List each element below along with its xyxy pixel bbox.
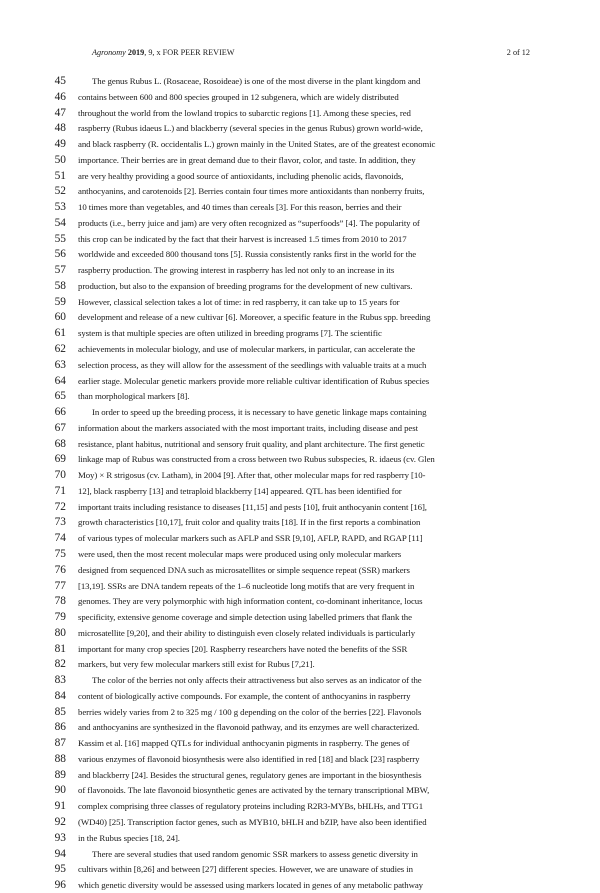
line-text: linkage map of Rubus was constructed from a cross between two Rubus subspecies, R. idaeus (cv. Glen [78, 454, 435, 465]
line-number: 62 [54, 343, 66, 356]
text-line [0, 294, 600, 310]
line-text: production, but also to the expansion of breeding programs for the development of new cultivars. [78, 280, 413, 291]
text-line [0, 278, 600, 294]
line-text: However, classical selection takes a lot of time: in red raspberry, it can take up to 15 years for [78, 296, 400, 307]
line-number: 78 [54, 595, 66, 608]
line-number: 85 [54, 705, 66, 718]
line-number: 74 [54, 532, 66, 545]
line-number: 57 [54, 264, 66, 277]
text-line [0, 641, 600, 657]
line-number: 81 [54, 642, 66, 655]
text-line [0, 814, 600, 830]
line-text: are very healthy providing a good source of antioxidants, including phenolic acids, flavonoids, [78, 170, 404, 181]
journal-name: Agronomy [92, 48, 126, 57]
line-number: 48 [54, 122, 66, 135]
running-header-left [92, 48, 235, 58]
text-line [0, 798, 600, 814]
journal-year: 2019 [127, 48, 145, 57]
line-number: 94 [54, 847, 66, 860]
text-line [0, 578, 600, 594]
line-text: important traits including resistance to diseases [11,15] and pests [10], fruit anthocyanin content [16], [78, 501, 427, 512]
line-number: 75 [54, 547, 66, 560]
line-number: 76 [54, 563, 66, 576]
line-number: 88 [54, 752, 66, 765]
line-number: 69 [54, 453, 66, 466]
line-text: The color of the berries not only affects their attractiveness but also serves as an indicator of the [92, 675, 422, 686]
text-line [0, 530, 600, 546]
line-number: 63 [54, 358, 66, 371]
line-text: genomes. They are very polymorphic with high information content, co-dominant inheritance, locus [78, 596, 423, 607]
text-line [0, 877, 600, 893]
text-line [0, 105, 600, 121]
text-line [0, 388, 600, 404]
line-text: contains between 600 and 800 species grouped in 12 subgenera, which are widely distributed [78, 91, 399, 102]
line-number: 84 [54, 689, 66, 702]
text-line [0, 404, 600, 420]
line-number: 67 [54, 421, 66, 434]
line-text: raspberry production. The growing interest in raspberry has led not only to an increase in its [78, 265, 395, 276]
text-line [0, 120, 600, 136]
line-text: 10 times more than vegetables, and 40 times than cereals [3]. For this reason, berries and their [78, 202, 402, 213]
text-line [0, 420, 600, 436]
line-number: 53 [54, 201, 66, 214]
text-line [0, 309, 600, 325]
line-text: raspberry (Rubus idaeus L.) and blackberry (several species in the genus Rubus) grown world-wide, [78, 123, 423, 134]
line-text: growth characteristics [10,17], fruit color and quality traits [18]. If in the first reports a combination [78, 517, 421, 528]
line-text: of flavonoids. The late flavonoid biosynthetic genes are activated by the ternary transcriptional MBW, [78, 785, 430, 796]
text-line [0, 546, 600, 562]
text-line [0, 656, 600, 672]
line-text: specificity, extensive genome coverage and simple detection using labelled primers that flank the [78, 612, 412, 623]
text-line [0, 672, 600, 688]
line-text: selection process, as they will allow for the assessment of the seedlings with valuable traits at a much [78, 359, 427, 370]
line-number: 68 [54, 437, 66, 450]
line-text: microsatellite [9,20], and their ability to distinguish even closely related individuals is particularly [78, 627, 416, 638]
body-text [0, 73, 600, 893]
line-number: 49 [54, 138, 66, 151]
line-text: products (i.e., berry juice and jam) are very often recognized as “superfoods” [4]. The popularity of [78, 217, 420, 228]
line-text: content of biologically active compounds. For example, the content of anthocyanins in raspberry [78, 690, 411, 701]
text-line [0, 73, 600, 89]
line-text: and blackberry [24]. Besides the structural genes, regulatory genes are important in the biosynthesis [78, 769, 422, 780]
line-number: 82 [54, 658, 66, 671]
text-line [0, 719, 600, 735]
text-line [0, 246, 600, 262]
line-number: 46 [54, 90, 66, 103]
text-line [0, 609, 600, 625]
line-number: 47 [54, 106, 66, 119]
line-text: (WD40) [25]. Transcription factor genes, such as MYB10, bHLH and bZIP, have also been identified [78, 816, 427, 827]
text-line [0, 593, 600, 609]
line-number: 73 [54, 516, 66, 529]
text-line [0, 830, 600, 846]
text-line [0, 861, 600, 877]
text-line [0, 325, 600, 341]
line-text: and anthocyanins are synthesized in the flavonoid pathway, and its enzymes are well characterized. [78, 722, 420, 733]
line-text: 12], black raspberry [13] and tetraploid blackberry [14] appeared. QTL has been identified for [78, 485, 402, 496]
text-line [0, 168, 600, 184]
text-line [0, 436, 600, 452]
text-line [0, 782, 600, 798]
line-number: 72 [54, 500, 66, 513]
line-text: of various types of molecular markers such as AFLP and SSR [9,10], AFLP, RAPD, and RGAP [11] [78, 533, 423, 544]
line-number: 96 [54, 879, 66, 892]
text-line [0, 199, 600, 215]
line-text: Moy) × R strigosus (cv. Latham), in 2004 [9]. After that, other molecular maps for red raspberry [10- [78, 470, 426, 481]
line-text: system is that multiple species are often utilized in breeding programs [7]. The scientific [78, 328, 382, 339]
line-text: which genetic diversity would be assessed using markers located in genes of any metabolic pathway [78, 880, 423, 891]
line-number: 58 [54, 279, 66, 292]
text-line [0, 514, 600, 530]
line-text: in the Rubus species [18, 24]. [78, 832, 180, 843]
line-text: designed from sequenced DNA such as microsatellites or simple sequence repeat (SSR) markers [78, 564, 410, 575]
line-text: information about the markers associated with the most important traits, including disease and pest [78, 422, 418, 433]
line-text: importance. Their berries are in great demand due to their flavor, color, and taste. In addition, they [78, 154, 416, 165]
text-line [0, 688, 600, 704]
text-line [0, 562, 600, 578]
line-text: various enzymes of flavonoid biosynthesis were also identified in red [18] and black [23] raspberry [78, 753, 420, 764]
line-number: 90 [54, 784, 66, 797]
text-line [0, 152, 600, 168]
line-text: Kassim et al. [16] mapped QTLs for individual anthocyanin pigments in raspberry. The genes of [78, 738, 410, 749]
line-text: anthocyanins, and carotenoids [2]. Berries contain four times more antioxidants than nonberry fruits, [78, 186, 425, 197]
line-number: 65 [54, 390, 66, 403]
line-number: 71 [54, 484, 66, 497]
line-number: 80 [54, 626, 66, 639]
text-line [0, 341, 600, 357]
line-text: complex comprising three classes of regulatory proteins including R2R3-MYBs, bHLHs, and TTG1 [78, 801, 424, 812]
journal-rest: , 9, x FOR PEER REVIEW [144, 48, 235, 57]
line-number: 87 [54, 737, 66, 750]
line-text: important for many crop species [20]. Raspberry researchers have noted the benefits of the SSR [78, 643, 408, 654]
line-text: markers, but very few molecular markers still exist for Rubus [7,21]. [78, 659, 315, 670]
text-line [0, 483, 600, 499]
text-line [0, 183, 600, 199]
line-text: There are several studies that used random genomic SSR markers to assess genetic diversity in [92, 848, 418, 859]
line-text: The genus Rubus L. (Rosaceae, Rosoideae) is one of the most diverse in the plant kingdom and [92, 76, 421, 86]
line-number: 70 [54, 469, 66, 482]
text-line [0, 625, 600, 641]
line-text: development and release of a new cultivar [6]. Moreover, a specific feature in the Rubus spp. breeding [78, 312, 431, 323]
text-line [0, 499, 600, 515]
line-number: 55 [54, 232, 66, 245]
line-number: 52 [54, 185, 66, 198]
text-line [0, 357, 600, 373]
text-line [0, 231, 600, 247]
line-text: and black raspberry (R. occidentalis L.) grown mainly in the United States, are of the greatest economic [78, 139, 436, 150]
line-number: 50 [54, 153, 66, 166]
line-number: 64 [54, 374, 66, 387]
page-number: 2 of 12 [506, 48, 530, 57]
line-text: this crop can be indicated by the fact that their harvest is increased 1.5 times from 2010 to 2017 [78, 233, 407, 244]
line-number: 91 [54, 800, 66, 813]
line-text: achievements in molecular biology, and use of molecular markers, in particular, can accelerate the [78, 344, 416, 355]
line-text: were used, then the most recent molecular maps were produced using only molecular markers [78, 548, 402, 559]
line-text: cultivars within [8,26] and between [27] different species. However, we are unaware of studies in [78, 864, 413, 875]
line-number: 54 [54, 216, 66, 229]
line-number: 89 [54, 768, 66, 781]
line-text: earlier stage. Molecular genetic markers provide more reliable cultivar identification of Rubus species [78, 375, 430, 386]
line-text: worldwide and exceeded 800 thousand tons [5]. Russia consistently ranks first in the world for the [78, 249, 417, 260]
text-line [0, 735, 600, 751]
line-number: 92 [54, 815, 66, 828]
text-line [0, 373, 600, 389]
line-number: 79 [54, 611, 66, 624]
line-text: In order to speed up the breeding process, it is necessary to have genetic linkage maps containing [92, 407, 427, 418]
text-line [0, 467, 600, 483]
line-number: 66 [54, 406, 66, 419]
text-line [0, 751, 600, 767]
line-number: 93 [54, 831, 66, 844]
line-number: 56 [54, 248, 66, 261]
line-number: 61 [54, 327, 66, 340]
line-text: than morphological markers [8]. [78, 391, 190, 402]
text-line [0, 846, 600, 862]
running-header [92, 48, 530, 58]
text-line [0, 215, 600, 231]
line-text: [13,19]. SSRs are DNA tandem repeats of the 1–6 nucleotide long motifs that are very frequent in [78, 580, 415, 591]
line-number: 45 [54, 75, 66, 87]
line-number: 83 [54, 674, 66, 687]
line-text: throughout the world from the lowland tropics to subarctic regions [1]. Among these species, red [78, 107, 411, 118]
line-text: resistance, plant habitus, nutritional and sensory fruit quality, and plant architecture. The first genetic [78, 438, 425, 449]
line-number: 51 [54, 169, 66, 182]
text-line [0, 704, 600, 720]
line-number: 77 [54, 579, 66, 592]
line-number: 60 [54, 311, 66, 324]
line-number: 86 [54, 721, 66, 734]
text-line [0, 767, 600, 783]
text-line [0, 89, 600, 105]
text-line [0, 136, 600, 152]
text-line [0, 262, 600, 278]
line-text: berries widely varies from 2 to 325 mg / 100 g depending on the color of the berries [22]. Flavonols [78, 706, 422, 717]
line-number: 95 [54, 863, 66, 876]
line-number: 59 [54, 295, 66, 308]
text-line [0, 451, 600, 467]
